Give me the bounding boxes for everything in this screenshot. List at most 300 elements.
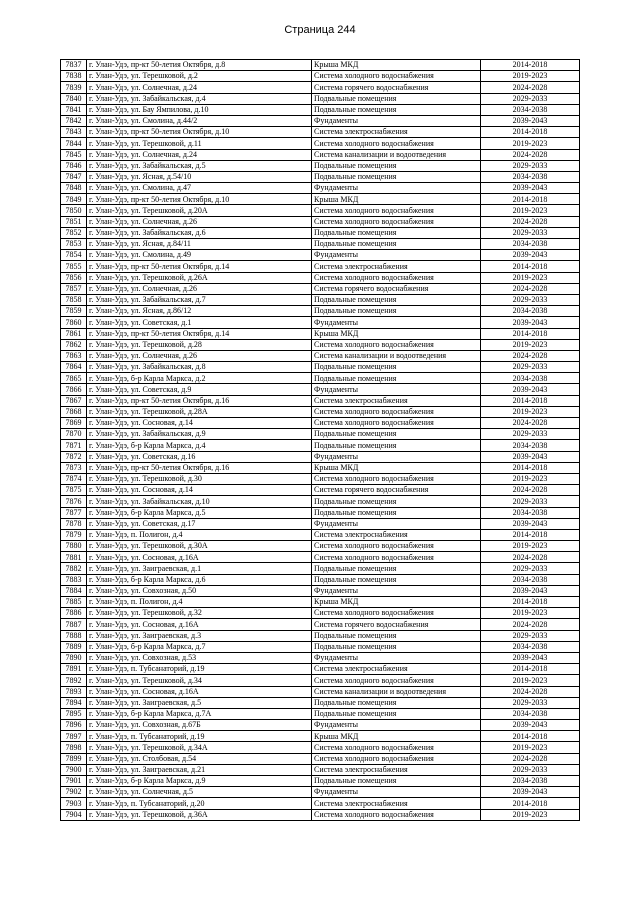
work-type-cell: Крыша МКД	[312, 597, 481, 608]
table-row	[61, 697, 580, 708]
work-type-cell: Система электроснабжения	[312, 127, 481, 138]
record-number-cell: 7854	[61, 250, 87, 261]
period-cell: 2029-2033	[481, 160, 580, 171]
period-cell: 2039-2043	[481, 115, 580, 126]
period-cell: 2024-2028	[481, 283, 580, 294]
period-cell: 2034-2038	[481, 507, 580, 518]
period-cell: 2019-2023	[481, 675, 580, 686]
record-number-cell: 7894	[61, 697, 87, 708]
record-number-cell: 7841	[61, 104, 87, 115]
work-type-cell: Подвальные помещения	[312, 563, 481, 574]
address-cell: г. Улан-Удэ, ул. Терешковой, д.32	[87, 608, 312, 619]
period-cell: 2014-2018	[481, 60, 580, 71]
table-row	[61, 787, 580, 798]
table-row	[61, 82, 580, 93]
work-type-cell: Подвальные помещения	[312, 171, 481, 182]
period-cell: 2029-2033	[481, 227, 580, 238]
table-row	[61, 384, 580, 395]
period-cell: 2014-2018	[481, 529, 580, 540]
table-row	[61, 160, 580, 171]
record-number-cell: 7899	[61, 753, 87, 764]
period-cell: 2019-2023	[481, 272, 580, 283]
record-number-cell: 7882	[61, 563, 87, 574]
table-row	[61, 205, 580, 216]
table-row	[61, 462, 580, 473]
period-cell: 2029-2033	[481, 429, 580, 440]
table-row	[61, 608, 580, 619]
record-number-cell: 7878	[61, 518, 87, 529]
record-number-cell: 7893	[61, 686, 87, 697]
record-number-cell: 7851	[61, 216, 87, 227]
period-cell: 2019-2023	[481, 138, 580, 149]
address-cell: г. Улан-Удэ, ул. Советская, д.9	[87, 384, 312, 395]
work-type-cell: Фундаменты	[312, 585, 481, 596]
period-cell: 2019-2023	[481, 541, 580, 552]
address-cell: г. Улан-Удэ, ул. Терешковой, д.30А	[87, 541, 312, 552]
record-number-cell: 7886	[61, 608, 87, 619]
work-type-cell: Система горячего водоснабжения	[312, 485, 481, 496]
record-number-cell: 7860	[61, 317, 87, 328]
record-number-cell: 7890	[61, 652, 87, 663]
period-cell: 2034-2038	[481, 306, 580, 317]
work-type-cell: Система холодного водоснабжения	[312, 272, 481, 283]
period-cell: 2034-2038	[481, 776, 580, 787]
table-row	[61, 194, 580, 205]
record-number-cell: 7880	[61, 541, 87, 552]
period-cell: 2034-2038	[481, 440, 580, 451]
record-number-cell: 7884	[61, 585, 87, 596]
address-cell: г. Улан-Удэ, пр-кт 50-летия Октября, д.16	[87, 462, 312, 473]
period-cell: 2034-2038	[481, 171, 580, 182]
table-row	[61, 652, 580, 663]
address-cell: г. Улан-Удэ, пр-кт 50-летия Октября, д.10	[87, 127, 312, 138]
work-type-cell: Система холодного водоснабжения	[312, 473, 481, 484]
address-cell: г. Улан-Удэ, б-р Карла Маркса, д.7А	[87, 708, 312, 719]
table-row	[61, 720, 580, 731]
address-cell: г. Улан-Удэ, пр-кт 50-летия Октября, д.8	[87, 60, 312, 71]
table-row	[61, 764, 580, 775]
record-number-cell: 7839	[61, 82, 87, 93]
table-row	[61, 742, 580, 753]
work-type-cell: Подвальные помещения	[312, 641, 481, 652]
address-cell: г. Улан-Удэ, ул. Солнечная, д.26	[87, 216, 312, 227]
address-cell: г. Улан-Удэ, п. Тубсанаторий, д.19	[87, 731, 312, 742]
period-cell: 2024-2028	[481, 418, 580, 429]
table-row	[61, 328, 580, 339]
period-cell: 2024-2028	[481, 686, 580, 697]
address-cell: г. Улан-Удэ, п. Тубсанаторий, д.19	[87, 664, 312, 675]
period-cell: 2024-2028	[481, 753, 580, 764]
table-row	[61, 71, 580, 82]
registry-table	[60, 59, 580, 821]
address-cell: г. Улан-Удэ, ул. Совхозная, д.50	[87, 585, 312, 596]
table-row	[61, 283, 580, 294]
work-type-cell: Система холодного водоснабжения	[312, 742, 481, 753]
period-cell: 2014-2018	[481, 597, 580, 608]
table-row	[61, 104, 580, 115]
work-type-cell: Подвальные помещения	[312, 104, 481, 115]
work-type-cell: Фундаменты	[312, 183, 481, 194]
table-row	[61, 138, 580, 149]
record-number-cell: 7892	[61, 675, 87, 686]
record-number-cell: 7852	[61, 227, 87, 238]
address-cell: г. Улан-Удэ, ул. Терешковой, д.30	[87, 473, 312, 484]
table-row	[61, 563, 580, 574]
period-cell: 2014-2018	[481, 798, 580, 809]
table-row	[61, 641, 580, 652]
record-number-cell: 7866	[61, 384, 87, 395]
period-cell: 2039-2043	[481, 720, 580, 731]
table-row	[61, 261, 580, 272]
table-row	[61, 395, 580, 406]
table-row	[61, 115, 580, 126]
work-type-cell: Подвальные помещения	[312, 227, 481, 238]
work-type-cell: Подвальные помещения	[312, 239, 481, 250]
record-number-cell: 7853	[61, 239, 87, 250]
address-cell: г. Улан-Удэ, б-р Карла Маркса, д.6	[87, 574, 312, 585]
address-cell: г. Улан-Удэ, ул. Смолина, д.47	[87, 183, 312, 194]
work-type-cell: Подвальные помещения	[312, 697, 481, 708]
table-row	[61, 753, 580, 764]
period-cell: 2039-2043	[481, 250, 580, 261]
work-type-cell: Подвальные помещения	[312, 440, 481, 451]
work-type-cell: Подвальные помещения	[312, 306, 481, 317]
work-type-cell: Фундаменты	[312, 250, 481, 261]
period-cell: 2019-2023	[481, 742, 580, 753]
period-cell: 2034-2038	[481, 373, 580, 384]
period-cell: 2014-2018	[481, 261, 580, 272]
period-cell: 2014-2018	[481, 664, 580, 675]
address-cell: г. Улан-Удэ, ул. Забайкальская, д.4	[87, 93, 312, 104]
period-cell: 2039-2043	[481, 183, 580, 194]
period-cell: 2014-2018	[481, 731, 580, 742]
record-number-cell: 7856	[61, 272, 87, 283]
period-cell: 2034-2038	[481, 104, 580, 115]
table-row	[61, 373, 580, 384]
address-cell: г. Улан-Удэ, п. Полигон, д.4	[87, 529, 312, 540]
table-row	[61, 574, 580, 585]
work-type-cell: Система канализации и водоотведения	[312, 350, 481, 361]
address-cell: г. Улан-Удэ, ул. Забайкальская, д.10	[87, 496, 312, 507]
period-cell: 2029-2033	[481, 764, 580, 775]
record-number-cell: 7865	[61, 373, 87, 384]
record-number-cell: 7867	[61, 395, 87, 406]
work-type-cell: Подвальные помещения	[312, 294, 481, 305]
record-number-cell: 7869	[61, 418, 87, 429]
table-row	[61, 541, 580, 552]
work-type-cell: Система холодного водоснабжения	[312, 418, 481, 429]
work-type-cell: Система холодного водоснабжения	[312, 541, 481, 552]
work-type-cell: Фундаменты	[312, 384, 481, 395]
work-type-cell: Система холодного водоснабжения	[312, 71, 481, 82]
address-cell: г. Улан-Удэ, ул. Терешковой, д.20А	[87, 205, 312, 216]
period-cell: 2019-2023	[481, 608, 580, 619]
table-row	[61, 776, 580, 787]
address-cell: г. Улан-Удэ, ул. Терешковой, д.34А	[87, 742, 312, 753]
period-cell: 2014-2018	[481, 462, 580, 473]
period-cell: 2019-2023	[481, 205, 580, 216]
table-row	[61, 708, 580, 719]
work-type-cell: Крыша МКД	[312, 60, 481, 71]
table-row	[61, 60, 580, 71]
work-type-cell: Система холодного водоснабжения	[312, 608, 481, 619]
record-number-cell: 7876	[61, 496, 87, 507]
period-cell: 2024-2028	[481, 149, 580, 160]
period-cell: 2034-2038	[481, 574, 580, 585]
address-cell: г. Улан-Удэ, пр-кт 50-летия Октября, д.14	[87, 261, 312, 272]
period-cell: 2039-2043	[481, 518, 580, 529]
period-cell: 2019-2023	[481, 406, 580, 417]
address-cell: г. Улан-Удэ, ул. Сосновая, д.14	[87, 485, 312, 496]
table-row	[61, 585, 580, 596]
address-cell: г. Улан-Удэ, ул. Терешковой, д.28А	[87, 406, 312, 417]
table-row	[61, 664, 580, 675]
address-cell: г. Улан-Удэ, ул. Столбовая, д.54	[87, 753, 312, 764]
record-number-cell: 7891	[61, 664, 87, 675]
period-cell: 2034-2038	[481, 708, 580, 719]
address-cell: г. Улан-Удэ, ул. Забайкальская, д.7	[87, 294, 312, 305]
work-type-cell: Система холодного водоснабжения	[312, 138, 481, 149]
record-number-cell: 7881	[61, 552, 87, 563]
record-number-cell: 7847	[61, 171, 87, 182]
record-number-cell: 7901	[61, 776, 87, 787]
period-cell: 2029-2033	[481, 563, 580, 574]
work-type-cell: Система электроснабжения	[312, 664, 481, 675]
period-cell: 2034-2038	[481, 641, 580, 652]
record-number-cell: 7895	[61, 708, 87, 719]
period-cell: 2024-2028	[481, 82, 580, 93]
address-cell: г. Улан-Удэ, ул. Ясная, д.86/12	[87, 306, 312, 317]
record-number-cell: 7859	[61, 306, 87, 317]
table-row	[61, 294, 580, 305]
address-cell: г. Улан-Удэ, ул. Терешковой, д.36А	[87, 809, 312, 820]
page-title: Страница 244	[284, 24, 356, 36]
work-type-cell: Система электроснабжения	[312, 529, 481, 540]
address-cell: г. Улан-Удэ, ул. Забайкальская, д.9	[87, 429, 312, 440]
record-number-cell: 7844	[61, 138, 87, 149]
work-type-cell: Фундаменты	[312, 451, 481, 462]
work-type-cell: Система горячего водоснабжения	[312, 283, 481, 294]
address-cell: г. Улан-Удэ, ул. Забайкальская, д.8	[87, 362, 312, 373]
table-row	[61, 339, 580, 350]
work-type-cell: Фундаменты	[312, 317, 481, 328]
period-cell: 2029-2033	[481, 496, 580, 507]
work-type-cell: Подвальные помещения	[312, 496, 481, 507]
table-row	[61, 239, 580, 250]
address-cell: г. Улан-Удэ, ул. Бау Ямпилова, д.10	[87, 104, 312, 115]
record-number-cell: 7838	[61, 71, 87, 82]
period-cell: 2024-2028	[481, 350, 580, 361]
table-row	[61, 216, 580, 227]
period-cell: 2019-2023	[481, 473, 580, 484]
period-cell: 2014-2018	[481, 127, 580, 138]
table-row	[61, 597, 580, 608]
period-cell: 2014-2018	[481, 395, 580, 406]
period-cell: 2039-2043	[481, 317, 580, 328]
period-cell: 2019-2023	[481, 71, 580, 82]
work-type-cell: Система канализации и водоотведения	[312, 686, 481, 697]
work-type-cell: Система горячего водоснабжения	[312, 619, 481, 630]
address-cell: г. Улан-Удэ, б-р Карла Маркса, д.4	[87, 440, 312, 451]
work-type-cell: Подвальные помещения	[312, 362, 481, 373]
work-type-cell: Фундаменты	[312, 518, 481, 529]
period-cell: 2029-2033	[481, 362, 580, 373]
work-type-cell: Система электроснабжения	[312, 798, 481, 809]
period-cell: 2024-2028	[481, 485, 580, 496]
address-cell: г. Улан-Удэ, ул. Смолина, д.49	[87, 250, 312, 261]
record-number-cell: 7864	[61, 362, 87, 373]
work-type-cell: Крыша МКД	[312, 731, 481, 742]
period-cell: 2014-2018	[481, 194, 580, 205]
address-cell: г. Улан-Удэ, б-р Карла Маркса, д.5	[87, 507, 312, 518]
table-row	[61, 619, 580, 630]
table-row	[61, 440, 580, 451]
address-cell: г. Улан-Удэ, ул. Сосновая, д.16А	[87, 686, 312, 697]
record-number-cell: 7887	[61, 619, 87, 630]
table-row	[61, 809, 580, 820]
work-type-cell: Фундаменты	[312, 652, 481, 663]
table-row	[61, 518, 580, 529]
work-type-cell: Подвальные помещения	[312, 429, 481, 440]
record-number-cell: 7902	[61, 787, 87, 798]
table-row	[61, 418, 580, 429]
period-cell: 2039-2043	[481, 652, 580, 663]
record-number-cell: 7896	[61, 720, 87, 731]
address-cell: г. Улан-Удэ, ул. Сосновая, д.14	[87, 418, 312, 429]
address-cell: г. Улан-Удэ, ул. Солнечная, д.24	[87, 149, 312, 160]
table-row	[61, 406, 580, 417]
period-cell: 2039-2043	[481, 384, 580, 395]
work-type-cell: Система холодного водоснабжения	[312, 552, 481, 563]
work-type-cell: Система холодного водоснабжения	[312, 809, 481, 820]
work-type-cell: Подвальные помещения	[312, 507, 481, 518]
table-row	[61, 529, 580, 540]
table-row	[61, 675, 580, 686]
table-row	[61, 473, 580, 484]
address-cell: г. Улан-Удэ, ул. Сосновая, д.16А	[87, 619, 312, 630]
period-cell: 2019-2023	[481, 339, 580, 350]
work-type-cell: Крыша МКД	[312, 328, 481, 339]
record-number-cell: 7842	[61, 115, 87, 126]
work-type-cell: Система холодного водоснабжения	[312, 205, 481, 216]
address-cell: г. Улан-Удэ, ул. Солнечная, д.5	[87, 787, 312, 798]
address-cell: г. Улан-Удэ, ул. Советская, д.17	[87, 518, 312, 529]
record-number-cell: 7846	[61, 160, 87, 171]
work-type-cell: Подвальные помещения	[312, 708, 481, 719]
record-number-cell: 7883	[61, 574, 87, 585]
address-cell: г. Улан-Удэ, ул. Забайкальская, д.6	[87, 227, 312, 238]
address-cell: г. Улан-Удэ, ул. Ясная, д.84/11	[87, 239, 312, 250]
work-type-cell: Система холодного водоснабжения	[312, 216, 481, 227]
record-number-cell: 7863	[61, 350, 87, 361]
work-type-cell: Фундаменты	[312, 115, 481, 126]
address-cell: г. Улан-Удэ, ул. Сосновая, д.16А	[87, 552, 312, 563]
record-number-cell: 7850	[61, 205, 87, 216]
work-type-cell: Система холодного водоснабжения	[312, 675, 481, 686]
period-cell: 2029-2033	[481, 697, 580, 708]
record-number-cell: 7858	[61, 294, 87, 305]
period-cell: 2039-2043	[481, 585, 580, 596]
address-cell: г. Улан-Удэ, пр-кт 50-летия Октября, д.16	[87, 395, 312, 406]
table-row	[61, 227, 580, 238]
work-type-cell: Подвальные помещения	[312, 630, 481, 641]
work-type-cell: Фундаменты	[312, 720, 481, 731]
record-number-cell: 7904	[61, 809, 87, 820]
record-number-cell: 7873	[61, 462, 87, 473]
address-cell: г. Улан-Удэ, б-р Карла Маркса, д.2	[87, 373, 312, 384]
period-cell: 2034-2038	[481, 239, 580, 250]
work-type-cell: Крыша МКД	[312, 462, 481, 473]
table-row	[61, 451, 580, 462]
address-cell: г. Улан-Удэ, ул. Заиграевская, д.21	[87, 764, 312, 775]
work-type-cell: Крыша МКД	[312, 194, 481, 205]
work-type-cell: Система канализации и водоотведения	[312, 149, 481, 160]
address-cell: г. Улан-Удэ, ул. Смолина, д.44/2	[87, 115, 312, 126]
work-type-cell: Подвальные помещения	[312, 160, 481, 171]
record-number-cell: 7888	[61, 630, 87, 641]
table-row	[61, 507, 580, 518]
work-type-cell: Подвальные помещения	[312, 373, 481, 384]
table-row	[61, 630, 580, 641]
table-row	[61, 552, 580, 563]
record-number-cell: 7874	[61, 473, 87, 484]
work-type-cell: Система электроснабжения	[312, 764, 481, 775]
period-cell: 2029-2033	[481, 630, 580, 641]
table-row	[61, 317, 580, 328]
record-number-cell: 7855	[61, 261, 87, 272]
record-number-cell: 7862	[61, 339, 87, 350]
address-cell: г. Улан-Удэ, ул. Заиграевская, д.1	[87, 563, 312, 574]
record-number-cell: 7857	[61, 283, 87, 294]
period-cell: 2014-2018	[481, 328, 580, 339]
address-cell: г. Улан-Удэ, ул. Солнечная, д.26	[87, 283, 312, 294]
table-row	[61, 171, 580, 182]
table-row	[61, 306, 580, 317]
record-number-cell: 7837	[61, 60, 87, 71]
address-cell: г. Улан-Удэ, ул. Солнечная, д.24	[87, 82, 312, 93]
record-number-cell: 7848	[61, 183, 87, 194]
work-type-cell: Система холодного водоснабжения	[312, 406, 481, 417]
table-row	[61, 496, 580, 507]
address-cell: г. Улан-Удэ, п. Тубсанаторий, д.20	[87, 798, 312, 809]
address-cell: г. Улан-Удэ, пр-кт 50-летия Октября, д.14	[87, 328, 312, 339]
address-cell: г. Улан-Удэ, б-р Карла Маркса, д.7	[87, 641, 312, 652]
address-cell: г. Улан-Удэ, ул. Заиграевская, д.5	[87, 697, 312, 708]
table-row	[61, 93, 580, 104]
record-number-cell: 7849	[61, 194, 87, 205]
work-type-cell: Система холодного водоснабжения	[312, 753, 481, 764]
address-cell: г. Улан-Удэ, ул. Солнечная, д.26	[87, 350, 312, 361]
record-number-cell: 7897	[61, 731, 87, 742]
address-cell: г. Улан-Удэ, ул. Совхозная, д.67Б	[87, 720, 312, 731]
period-cell: 2039-2043	[481, 451, 580, 462]
work-type-cell: Подвальные помещения	[312, 574, 481, 585]
table-row	[61, 149, 580, 160]
address-cell: г. Улан-Удэ, ул. Советская, д.16	[87, 451, 312, 462]
address-cell: г. Улан-Удэ, ул. Терешковой, д.26А	[87, 272, 312, 283]
period-cell: 2029-2033	[481, 294, 580, 305]
table-row	[61, 485, 580, 496]
table-row	[61, 429, 580, 440]
record-number-cell: 7845	[61, 149, 87, 160]
record-number-cell: 7898	[61, 742, 87, 753]
table-row	[61, 686, 580, 697]
registry-table-body	[61, 60, 580, 821]
period-cell: 2024-2028	[481, 216, 580, 227]
record-number-cell: 7900	[61, 764, 87, 775]
address-cell: г. Улан-Удэ, ул. Ясная, д.54/10	[87, 171, 312, 182]
table-row	[61, 731, 580, 742]
